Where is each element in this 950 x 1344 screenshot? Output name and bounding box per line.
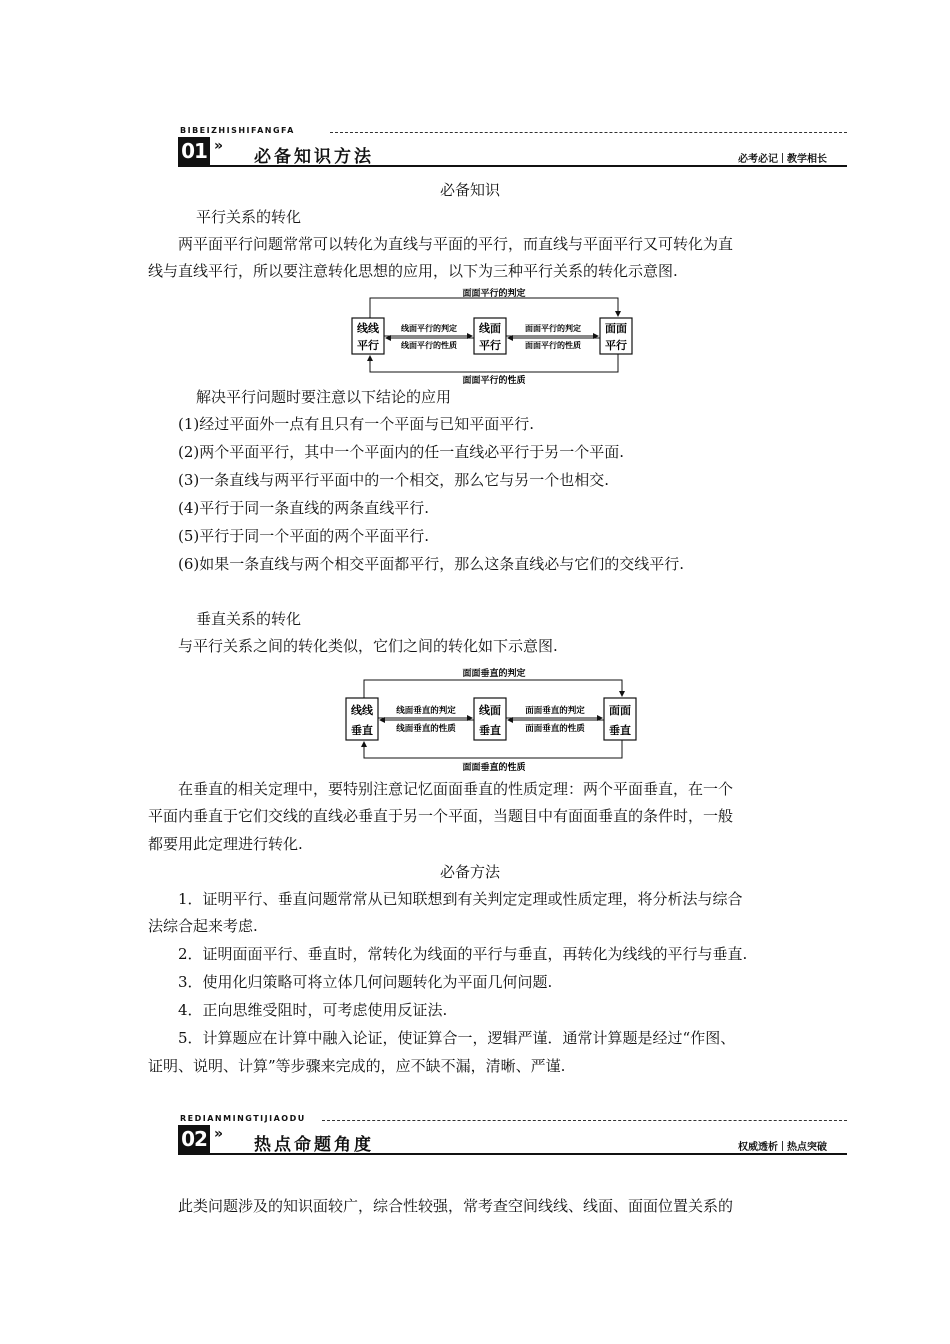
knowledge-heading: 必备知识 [440,181,501,199]
box-line-plane-label: 线面 [479,322,501,335]
perp-intro: 与平行关系之间的转化类似，它们之间的转化如下示意图. [178,637,558,655]
paragraph-line: 都要用此定理进行转化. [148,835,303,853]
chevron-icon: » [214,138,224,154]
tagline-b: 教学相长 [787,154,827,165]
arrow-label: 线面垂直的性质 [396,724,456,734]
box-line-plane-label: 垂直 [479,724,501,737]
paragraph-line: 两平面平行问题常常可以转化为直线与平面的平行，而直线与平面平行又可转化为直 [178,235,734,253]
chevron-icon: » [214,1126,224,1142]
perp-title: 垂直关系的转化 [196,610,302,628]
box-line-line-label: 平行 [357,339,379,352]
conclusions-intro: 解决平行问题时要注意以下结论的应用 [196,388,452,406]
box-line-line-label: 线线 [351,704,373,717]
method-item: 证明、说明、计算”等步骤来完成的，应不缺不漏，清晰、严谨. [148,1057,566,1075]
section-pinyin: REDIANMINGTIJIAODU [180,1114,306,1123]
conclusion-item: (4)平行于同一条直线的两条直线平行. [178,499,430,517]
method-item: 1．证明平行、垂直问题常常从已知联想到有关判定定理或性质定理，将分析法与综合 [178,890,743,908]
header-rule [178,165,847,167]
paragraph-line: 平面内垂直于它们交线的直线必垂直于另一个平面，当题目中有面面垂直的条件时，一般 [148,807,734,825]
box-line-plane-label: 平行 [479,339,501,352]
arrow-label: 线面平行的性质 [401,341,457,350]
hot-intro: 此类问题涉及的知识面较广，综合性较强，常考查空间线线、线面、面面位置关系的 [178,1197,734,1215]
method-item: 2．证明面面平行、垂直时，常转化为线面的平行与垂直，再转化为线线的平行与垂直. [178,945,748,963]
arrow-label: 线面平行的判定 [401,324,457,333]
header-dashed-rule [330,132,847,133]
section-title: 热点命题角度 [254,1135,374,1155]
conclusion-item: (2)两个平面平行，其中一个平面内的任一直线必平行于另一个平面. [178,443,625,461]
method-item: 3．使用化归策略可将立体几何问题转化为平面几何问题. [178,973,553,991]
paragraph-line: 在垂直的相关定理中，要特别注意记忆面面垂直的性质定理：两个平面垂直，在一个 [178,780,734,798]
conclusion-item: (6)如果一条直线与两个相交平面都平行，那么这条直线必与它们的交线平行. [178,555,685,573]
outer-bottom-label: 面面垂直的性质 [462,763,526,773]
parallel-transform-diagram [340,286,640,386]
section-pinyin: BIBEIZHISHIFANGFA [180,126,295,135]
arrow-label: 面面平行的性质 [525,341,581,350]
tagline-b: 热点突破 [787,1142,827,1153]
arrow-label: 面面平行的判定 [525,324,581,333]
section-number: 01 [178,137,210,165]
outer-top-label: 面面垂直的判定 [462,669,526,679]
box-line-line-label: 垂直 [351,724,373,737]
method-item: 法综合起来考虑. [148,917,258,935]
arrow-label: 面面垂直的性质 [525,724,585,734]
header-rule [178,1153,847,1155]
outer-top-label: 面面平行的判定 [462,289,526,299]
tagline-a: 权威透析 [738,1142,778,1153]
box-line-plane-label: 线面 [479,704,501,717]
box-plane-plane-label: 面面 [609,704,631,717]
box-plane-plane-label: 垂直 [609,724,631,737]
header-dashed-rule [322,1120,847,1121]
section-title: 必备知识方法 [254,147,374,167]
conclusion-item: (3)一条直线与两平行平面中的一个相交，那么它与另一个也相交. [178,471,610,489]
conclusion-item: (1)经过平面外一点有且只有一个平面与已知平面平行. [178,415,535,433]
outer-bottom-label: 面面平行的性质 [462,376,526,386]
section-tagline [738,1138,827,1153]
arrow-label: 线面垂直的判定 [396,706,456,716]
conclusion-item: (5)平行于同一个平面的两个平面平行. [178,527,430,545]
box-plane-plane-label: 平行 [605,339,627,352]
tagline-a: 必考必记 [738,154,778,165]
parallel-title: 平行关系的转化 [196,208,302,226]
box-plane-plane-label: 面面 [605,322,627,335]
method-item: 5．计算题应在计算中融入论证，使证算合一，逻辑严谨．通常计算题是经过“作图、 [178,1029,736,1047]
paragraph-line: 线与直线平行，所以要注意转化思想的应用，以下为三种平行关系的转化示意图. [148,262,678,280]
method-item: 4．正向思维受阻时，可考虑使用反证法. [178,1001,448,1019]
perpendicular-transform-diagram [334,662,644,774]
section-tagline [738,150,827,165]
box-line-line-label: 线线 [357,322,379,335]
methods-heading: 必备方法 [440,863,501,881]
arrow-label: 面面垂直的判定 [525,706,585,716]
section-number: 02 [178,1125,210,1153]
